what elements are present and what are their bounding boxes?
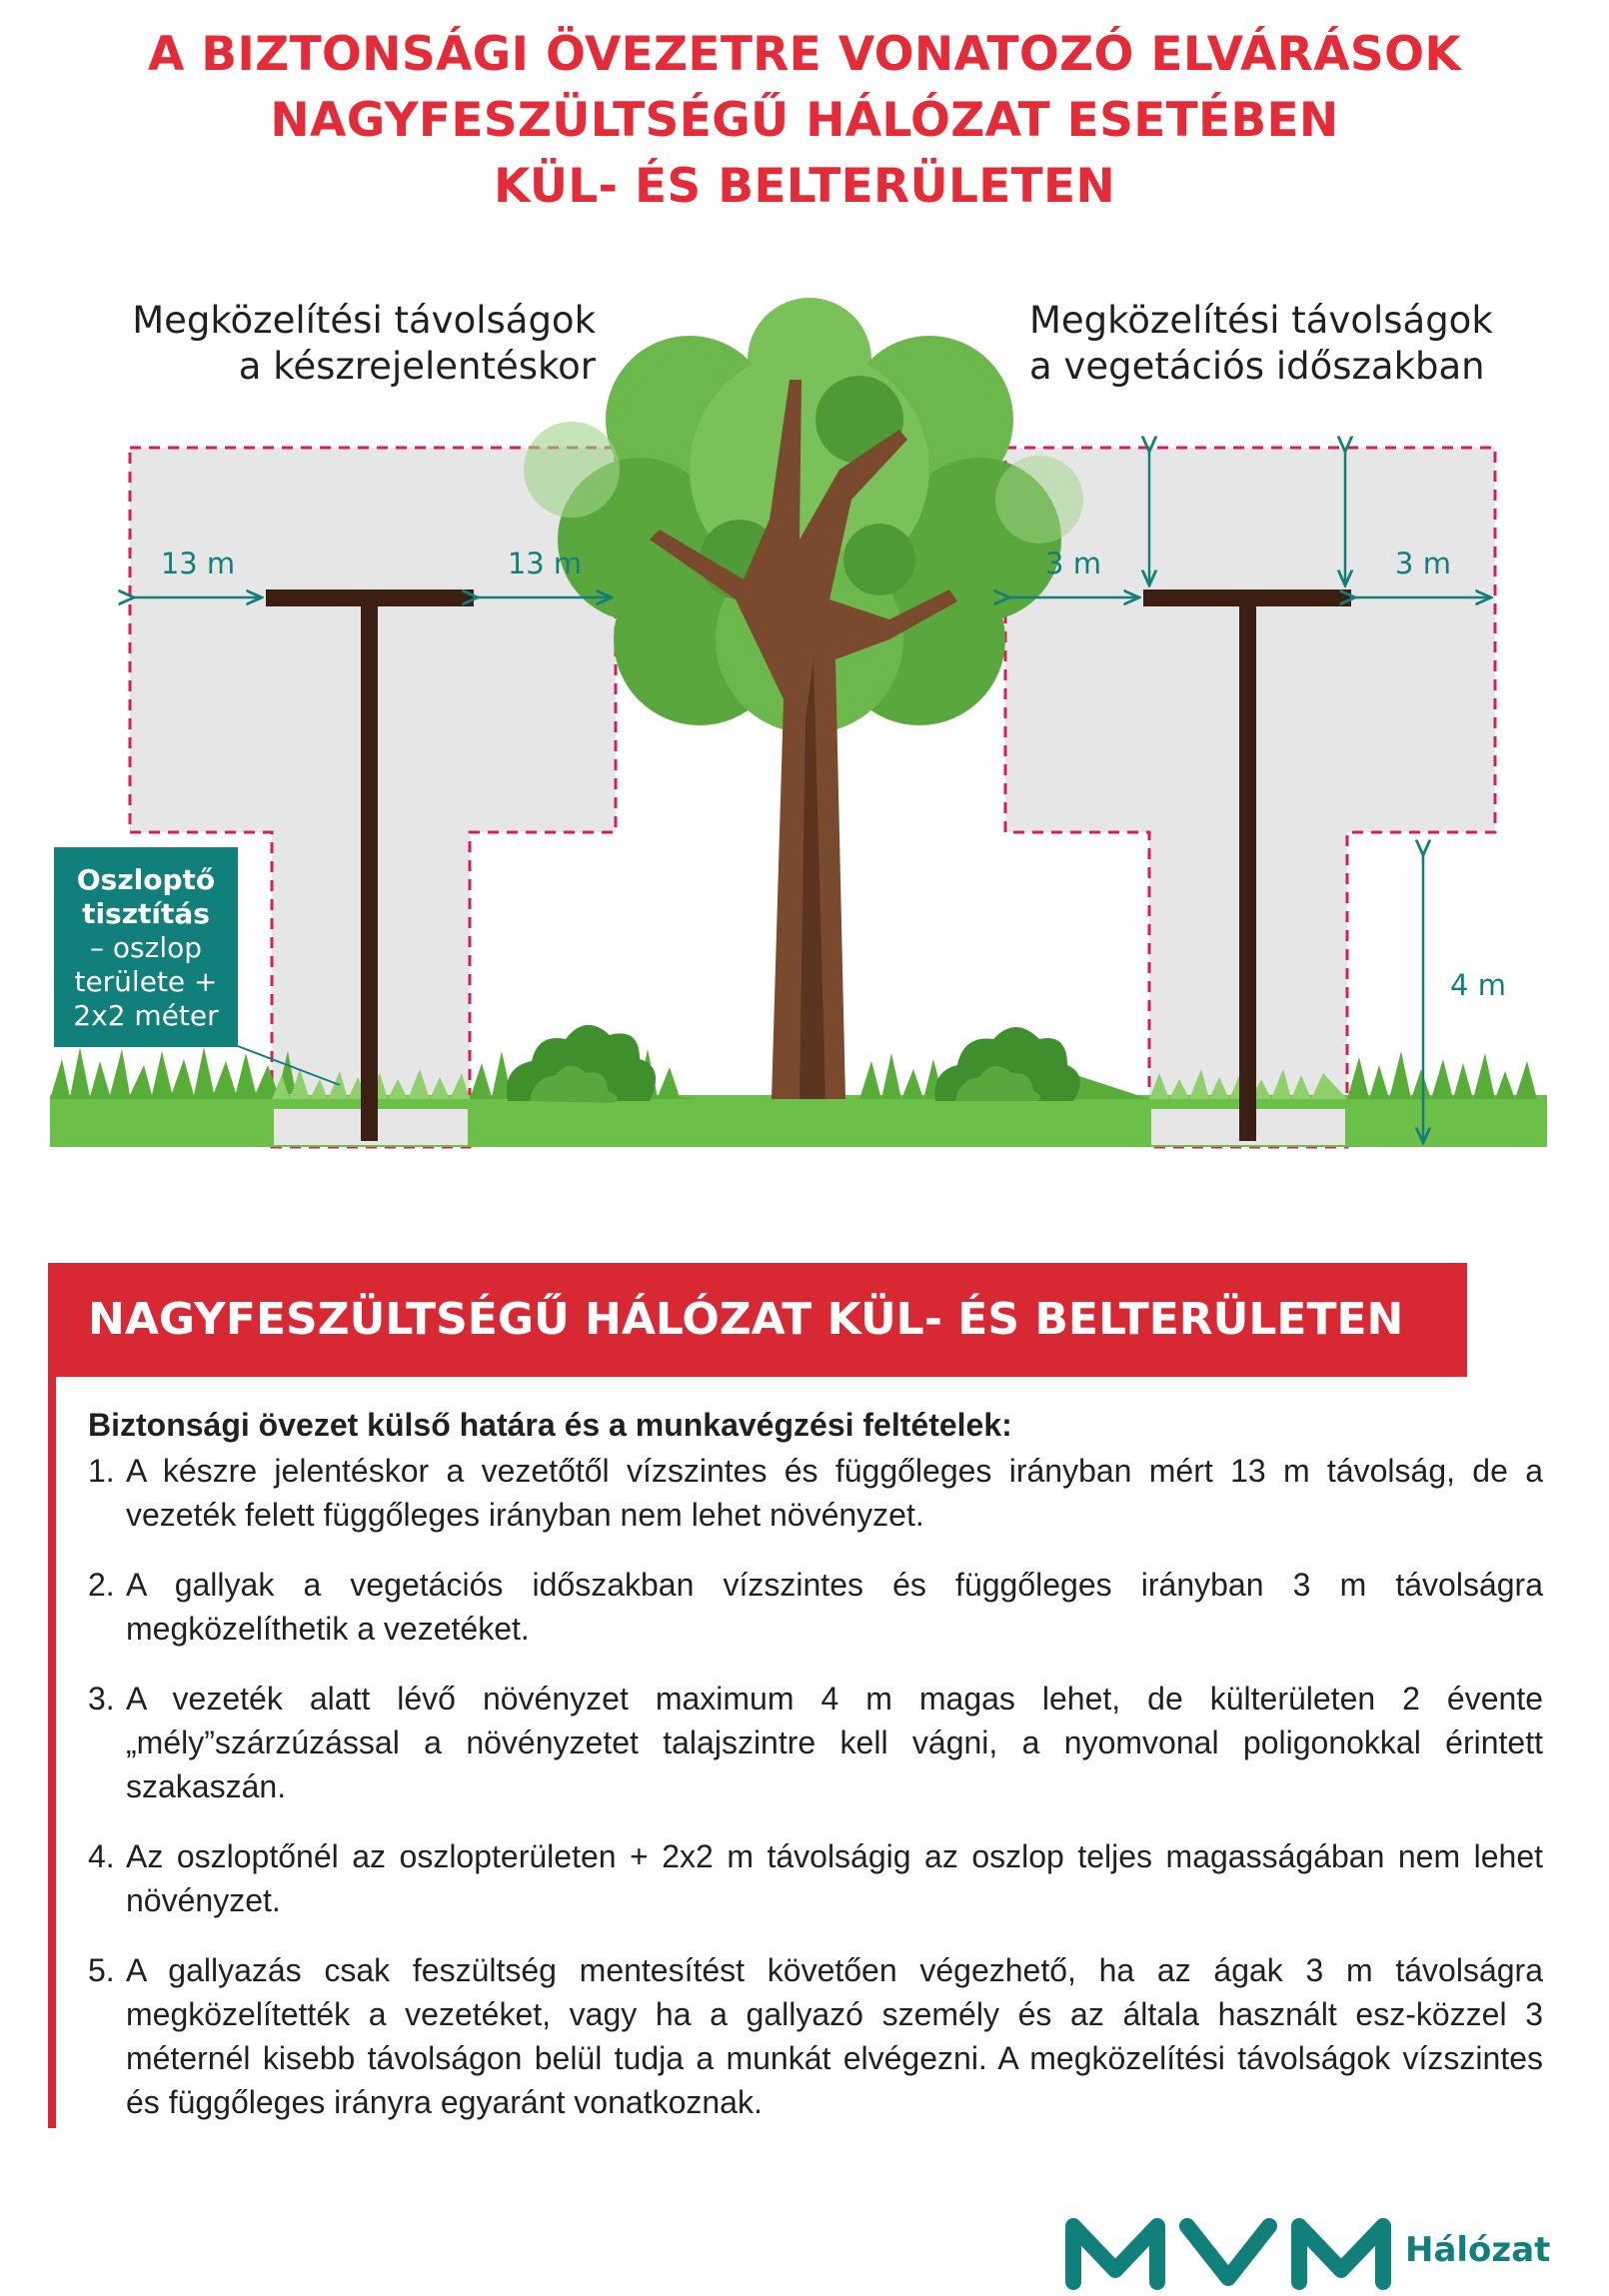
list-item-number: 2. xyxy=(88,1567,115,1603)
title-line-3: KÜL- ÉS BELTERÜLETEN xyxy=(493,159,1116,214)
callout-bold-2: tisztítás xyxy=(82,897,210,930)
list-item-number: 5. xyxy=(88,1952,115,1988)
list-item-text: Az oszloptőnél az oszlopterületen + 2x2 m távolságig az oszlop teljes magasságában nem lehet növényzet. xyxy=(126,1838,1543,1918)
logo-subtitle: Hálózat xyxy=(1405,2230,1551,2270)
list-item-text: A gallyazás csak feszültség mentesítést követően végezhető, ha az ágak 3 m távolságra megközelítették a vezetéket, vagy ha a gallyazó személy és az általa használt esz-közzel 3 méternél kisebb távolságon belül tudja a munkát elvégezni. A megközelítési távolságok vízszintes és függőleges irányra egyaránt vonatkoznak. xyxy=(126,1952,1543,2120)
list-item-text: A gallyak a vegetációs időszakban vízszintes és függőleges irányban 3 m távolságra megközelíthetik a vezetéket. xyxy=(126,1567,1543,1647)
callout-line-5: 2x2 méter xyxy=(73,999,219,1032)
height-label: 4 m xyxy=(1450,968,1506,1002)
mvm-logo xyxy=(1063,2214,1393,2290)
list-item xyxy=(88,1677,1543,1808)
left-caption-line-1: Megközelítési távolságok xyxy=(132,299,596,342)
left-caption-line-2: a készrejelentéskor xyxy=(238,345,596,388)
section-left-rule xyxy=(48,1377,56,2128)
right-caption-line-2: a vegetációs időszakban xyxy=(1029,345,1485,388)
pole-base-callout xyxy=(54,847,238,1047)
list-item xyxy=(88,1948,1543,2124)
callout-line-3: – oszlop xyxy=(90,931,202,964)
right-inner-distance-label: 3 m xyxy=(1395,547,1451,580)
right-outer-distance-label: 3 m xyxy=(1045,547,1101,580)
list-item-number: 3. xyxy=(88,1681,115,1717)
list-item xyxy=(88,1449,1543,1537)
right-caption-line-1: Megközelítési távolságok xyxy=(1029,299,1493,342)
list-item-text: A készre jelentéskor a vezetőtől vízszintes és függőleges irányban mért 13 m távolság, de a vezeték felett függőleges irányban nem lehet növényzet. xyxy=(126,1453,1543,1533)
list-item xyxy=(88,1834,1543,1922)
section-lead: Biztonsági övezet külső határa és a munkavégzési feltételek: xyxy=(88,1407,1012,1443)
section-title: NAGYFESZÜLTSÉGŰ HÁLÓZAT KÜL- ÉS BELTERÜLETEN xyxy=(88,1294,1404,1345)
title-line-1: A BIZTONSÁGI ÖVEZETRE VONATOZÓ ELVÁRÁSOK xyxy=(147,27,1462,82)
callout-bold-1: Oszloptő xyxy=(76,863,216,896)
left-outer-distance-label: 13 m xyxy=(160,547,236,580)
list-item-text: A vezeték alatt lévő növényzet maximum 4 m magas lehet, de külterületen 2 évente „mély”szárzúzással a növényzetet talajszintre kell vágni, a nyomvonal poligonokkal érintett szakaszán. xyxy=(126,1681,1543,1804)
list-item-number: 4. xyxy=(88,1838,115,1874)
callout-line-4: területe + xyxy=(74,965,218,998)
list-item xyxy=(88,1563,1543,1651)
title-line-2: NAGYFESZÜLTSÉGŰ HÁLÓZAT ESETÉBEN xyxy=(270,93,1339,148)
section-header xyxy=(48,1263,1467,1377)
section-body xyxy=(88,1403,1543,2150)
left-inner-distance-label: 13 m xyxy=(507,547,583,580)
list-item-number: 1. xyxy=(88,1453,115,1489)
